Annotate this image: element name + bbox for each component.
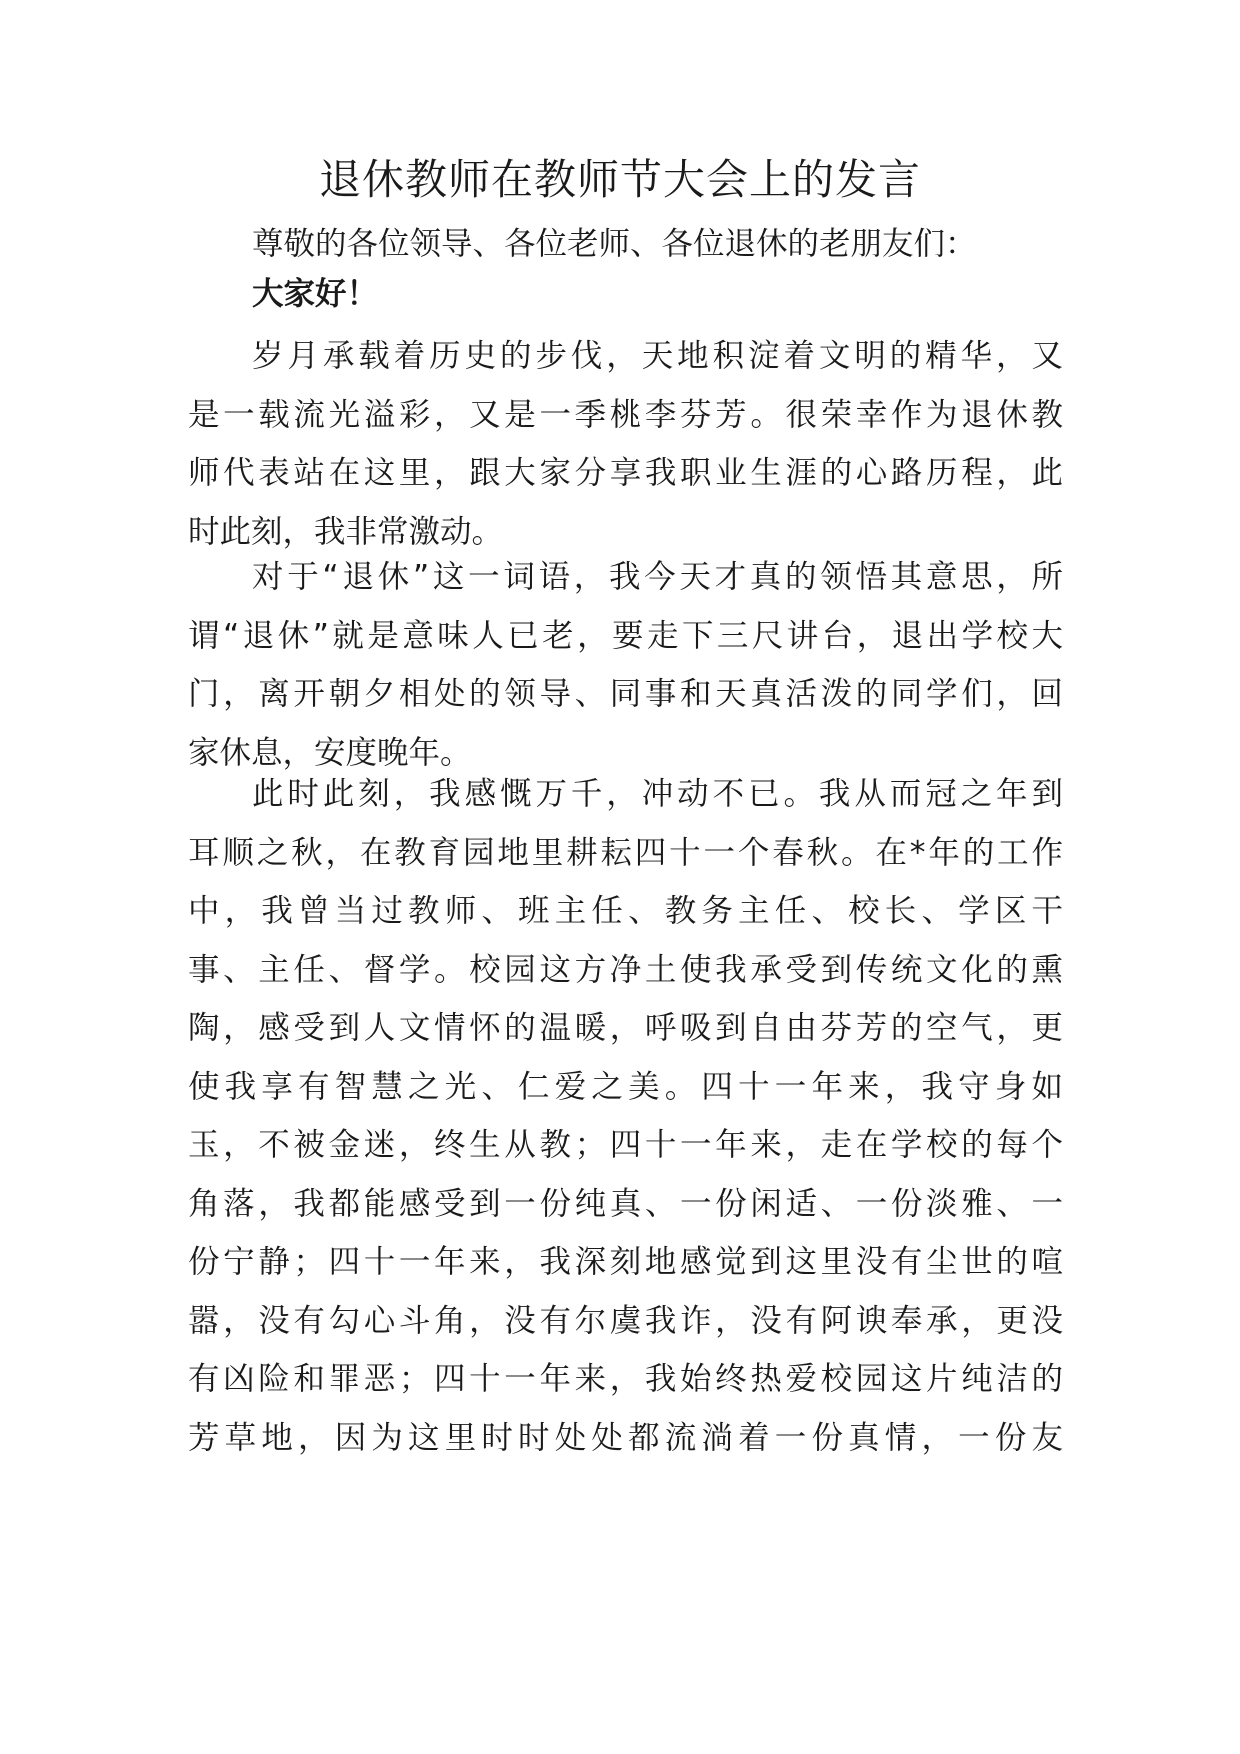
paragraph-line: 是一载流光溢彩，又是一季桃李芬芳。很荣幸作为退休教 (188, 396, 1063, 433)
paragraph-line: 岁月承载着历史的步伐，天地积淀着文明的精华，又 (252, 338, 1063, 374)
paragraph-line: 芳草地，因为这里时时处处都流淌着一份真情，一份友 (188, 1419, 1063, 1456)
paragraph-2 (188, 548, 1063, 782)
paragraph-line: 时此刻，我非常激动。 (188, 513, 504, 550)
paragraph-line: 使我享有智慧之光、仁爱之美。四十一年来，我守身如 (188, 1068, 1063, 1105)
paragraph-line: 师代表站在这里，跟大家分享我职业生涯的心路历程，此 (188, 455, 1063, 491)
greeting-line: 大家好！ (252, 276, 379, 312)
paragraph-line: 家休息，安度晚年。 (188, 734, 472, 771)
paragraph-line: 此时此刻，我感慨万千，冲动不已。我从而冠之年到 (252, 776, 1063, 812)
paragraph-line: 事、主任、督学。校园这方净土使我承受到传统文化的熏 (188, 951, 1063, 988)
paragraph-line: 门，离开朝夕相处的领导、同事和天真活泼的同学们，回 (188, 676, 1063, 712)
paragraph-3 (188, 765, 1063, 1467)
paragraph-line: 陶，感受到人文情怀的温暖，呼吸到自由芬芳的空气，更 (188, 1010, 1063, 1046)
paragraph-line: 对于“退休”这一词语，我今天才真的领悟其意思，所 (252, 559, 1063, 595)
paragraph-line: 角落，我都能感受到一份纯真、一份闲适、一份淡雅、一 (188, 1185, 1063, 1222)
paragraph-line: 嚣，没有勾心斗角，没有尔虞我诈，没有阿谀奉承，更没 (188, 1302, 1063, 1339)
paragraph-line: 有凶险和罪恶；四十一年来，我始终热爱校园这片纯洁的 (188, 1361, 1063, 1397)
paragraph-line: 玉，不被金迷，终生从教；四十一年来，走在学校的每个 (188, 1127, 1063, 1163)
paragraph-line: 中，我曾当过教师、班主任、教务主任、校长、学区干 (188, 893, 1063, 929)
salutation-line: 尊敬的各位领导、各位老师、各位退休的老朋友们： (252, 226, 977, 262)
paragraph-line: 谓“退休”就是意味人已老，要走下三尺讲台，退出学校大 (188, 617, 1063, 654)
paragraph-1 (188, 327, 1063, 561)
greeting (188, 265, 1063, 324)
paragraph-line: 份宁静；四十一年来，我深刻地感觉到这里没有尘世的喧 (188, 1244, 1063, 1280)
document-title: 退休教师在教师节大会上的发言 (318, 155, 921, 204)
paragraph-line: 耳顺之秋，在教育园地里耕耘四十一个春秋。在*年的工作 (188, 834, 1063, 871)
